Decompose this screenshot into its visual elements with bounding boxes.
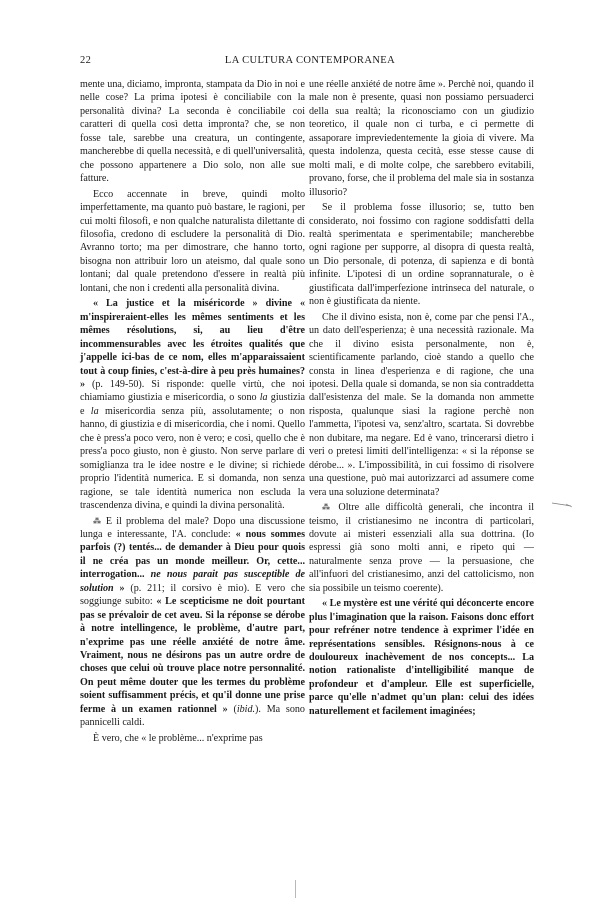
paragraph	[309, 501, 534, 595]
running-header	[80, 55, 540, 69]
paragraph: mente una, diciamo, impronta, stampata da Dio in noi e nelle cose? La prima ipotesi è conciliabile con la personalità divina? La seconda è conciliabile coi caratteri di quella così detta impronta? che, se non fosse tale, sarebbe una creatura, un contingente, mancherebbe di quella necessità, e di quell'universalità, che possono appartenere a Dio solo, non alle sue fatture.	[80, 79, 305, 185]
paragraph	[80, 515, 305, 730]
french-quote: « nous sommes parfois (?) tentés... de demander à Dieu pour quois il ne créa pas un monde meilleur. Or, cette... interrogation...	[80, 528, 305, 581]
text-run: giustizia e	[80, 392, 305, 417]
text-run: misericordia senza più, assolutamente; o non hanno, di giustizia e di misericordia, che i nomi. Quello che è press'a poco vero, non è vero; e così, quello che è press'a poco giusto, non è giusto. Non serve parlare di somiglianza tra le idee nostre e le divine; si richiede proprio l'identità numerica. E si domanda, non senza ragione, se tale identità numerica non escluda la trascendenza divina, e quindi la divina personalità.	[80, 405, 305, 512]
paragraph: « Le mystère est une vérité qui déconcerte encore plus l'imagination que la raison. Faisons donc effort pour refréner notre tendence à exprimer l'idée en représentations sensibles. Résignons-nous à ce douloureux inachèvement de nos concepts... La notion rationaliste d'intelligibilité manque de profondeur et d'ampleur. Elle est superficielle, parce qu'elle n'admet qu'un plan: celui des idées naturellement et facilement imaginées;	[309, 598, 534, 717]
text-run: (p. 211; il corsivo è mio). E vero che soggiunge subito:	[80, 582, 305, 608]
paragraph: Ecco accennate in breve, quindi molto imperfettamente, ma quanto può bastare, le ragioni, per cui molti filosofi, e non qualche naturalista dilettante di filosofia, credono di escludere la personalità di Dio. Avranno torto; ma per dimostrare, che hanno torto, bisogna non attribuir loro un ateismo, dal quale sono lontani; dal quale pretendono d'essere in realtà più lontani, che non i credenti alla personalità divina.	[80, 188, 305, 294]
text-run: (p. 149-50). Si risponde: quelle virtù, che noi chiamiamo giustizia e misericordia, o sono	[80, 378, 305, 404]
gutter-mark	[295, 880, 300, 898]
text-run: ). Ma sono pannicelli caldi.	[80, 703, 305, 729]
paragraph: une réelle anxiété de notre âme ». Perchè noi, quando il male non è presente, quasi non possiamo persuaderci della sua realtà; la riconosciamo con un giudizio teoretico, il quale non ci turba, e ci permette di assaporare impreviedentemente la gioia di vivere. Ma questa indolenza, questa cecità, esse stesse cause di molti mali, e di molte colpe, che sarebbero evitabili, provano, forse, che il problema del male sia in sostanza illusorio?	[309, 79, 534, 198]
italic-quote: ne nous parait pas susceptible de solution	[80, 569, 305, 594]
margin-pencil-mark	[551, 500, 573, 508]
page-number: 22	[80, 55, 92, 66]
italic-run: la	[259, 392, 268, 404]
left-column	[80, 78, 305, 745]
italic-run: ibid.	[236, 703, 256, 715]
french-quote: « La justice et la miséricorde » divine « m'inspireraient-elles les mêmes sentiments et les mêmes résolutions, si, au lieu d'être incommensurables avec les étroites qualités que j'appelle ici-bas de ce nom, elles m'apparaissaient tout à coup finies, c'est-à-dire à peu près humaines? »	[80, 298, 305, 390]
running-title: LA CULTURA CONTEMPORANEA	[224, 55, 396, 66]
french-quote: « Le scepticisme ne doit pourtant pas se prévaloir de cet aveu. Si la réponse se dérobe à notre intellingence, le problème, d'autre part, n'exprime pas une réelle anxiété de notre âme. Vraiment, nous ne désirons pas un autre ordre de choses que celui où trouve place notre personnalité. On peut même douter que les termes du problème soient suffisamment précis, et qu'il donne une prise ferme à un examen rationnel »	[80, 596, 305, 715]
asterism-ornament: ⁂	[322, 503, 333, 513]
italic-run: la	[90, 405, 99, 417]
right-column	[309, 78, 534, 718]
text-run: (	[227, 703, 237, 715]
paragraph: Che il divino esista, non è, come par che pensi l'A., un dato dell'esperienza; è una necessità razionale. Ma che il divino esista personalmente, non è, scientificamente parlando, cioè stando a quello che consta in linea d'esperienza e di ragione, che una ipotesi. Della quale si domanda, se non sia contraddetta dall'esistenza del male. Se la domanda non ammette risposta, qualunque siasi la ragione perchè non l'ammetta, l'ipotesi va, senz'altro, scartata. Si dovrebbe non dubitare, ma negare. Ed è vano, trincerarsi dietro i veri o pretesi limiti dell'intelligenza: « si la réponse se dérobe... ». L'impossibilità, in cui fossimo di risolvere una questione, può mai autorizzarci ad assumere come vera una soluzione determinata?	[309, 311, 534, 498]
paragraph: È vero, che « le problème... n'exprime pas	[93, 732, 263, 744]
text-run: E il problema del male? Dopo una discussione lunga e interessante, l'A. conclude:	[80, 515, 306, 540]
text-run: Oltre alle difficoltà generali, che incontra il teismo, il cristianesimo ne incontra di particolari, dovute ai misteri essenziali alla sua dottrina. (Io espressi già sono molti anni, e ripeto qui — naturalmente senza prove — la persuasione, che all'infuori del cristianesimo, anzi del cattolicismo, non sia possibile un teismo coerente).	[309, 502, 534, 594]
asterism-ornament: ⁂	[93, 516, 102, 526]
paragraph: Se il problema fosse illusorio; se, tutto ben considerato, noi fossimo con ragione soddisfatti della realtà sperimentata e sperimentabile; mancherebbe ogni ragione per supporre, al disopra di questa realtà, un Dio personale, di potenza, di sapienza e di bontà infinite. L'ipotesi di un ordine soprannaturale, o è giustificata dall'imperfezione intrinseca del naturale, o non è giustificata da niente.	[309, 202, 534, 308]
paragraph	[80, 297, 305, 512]
french-quote: »	[113, 582, 125, 594]
